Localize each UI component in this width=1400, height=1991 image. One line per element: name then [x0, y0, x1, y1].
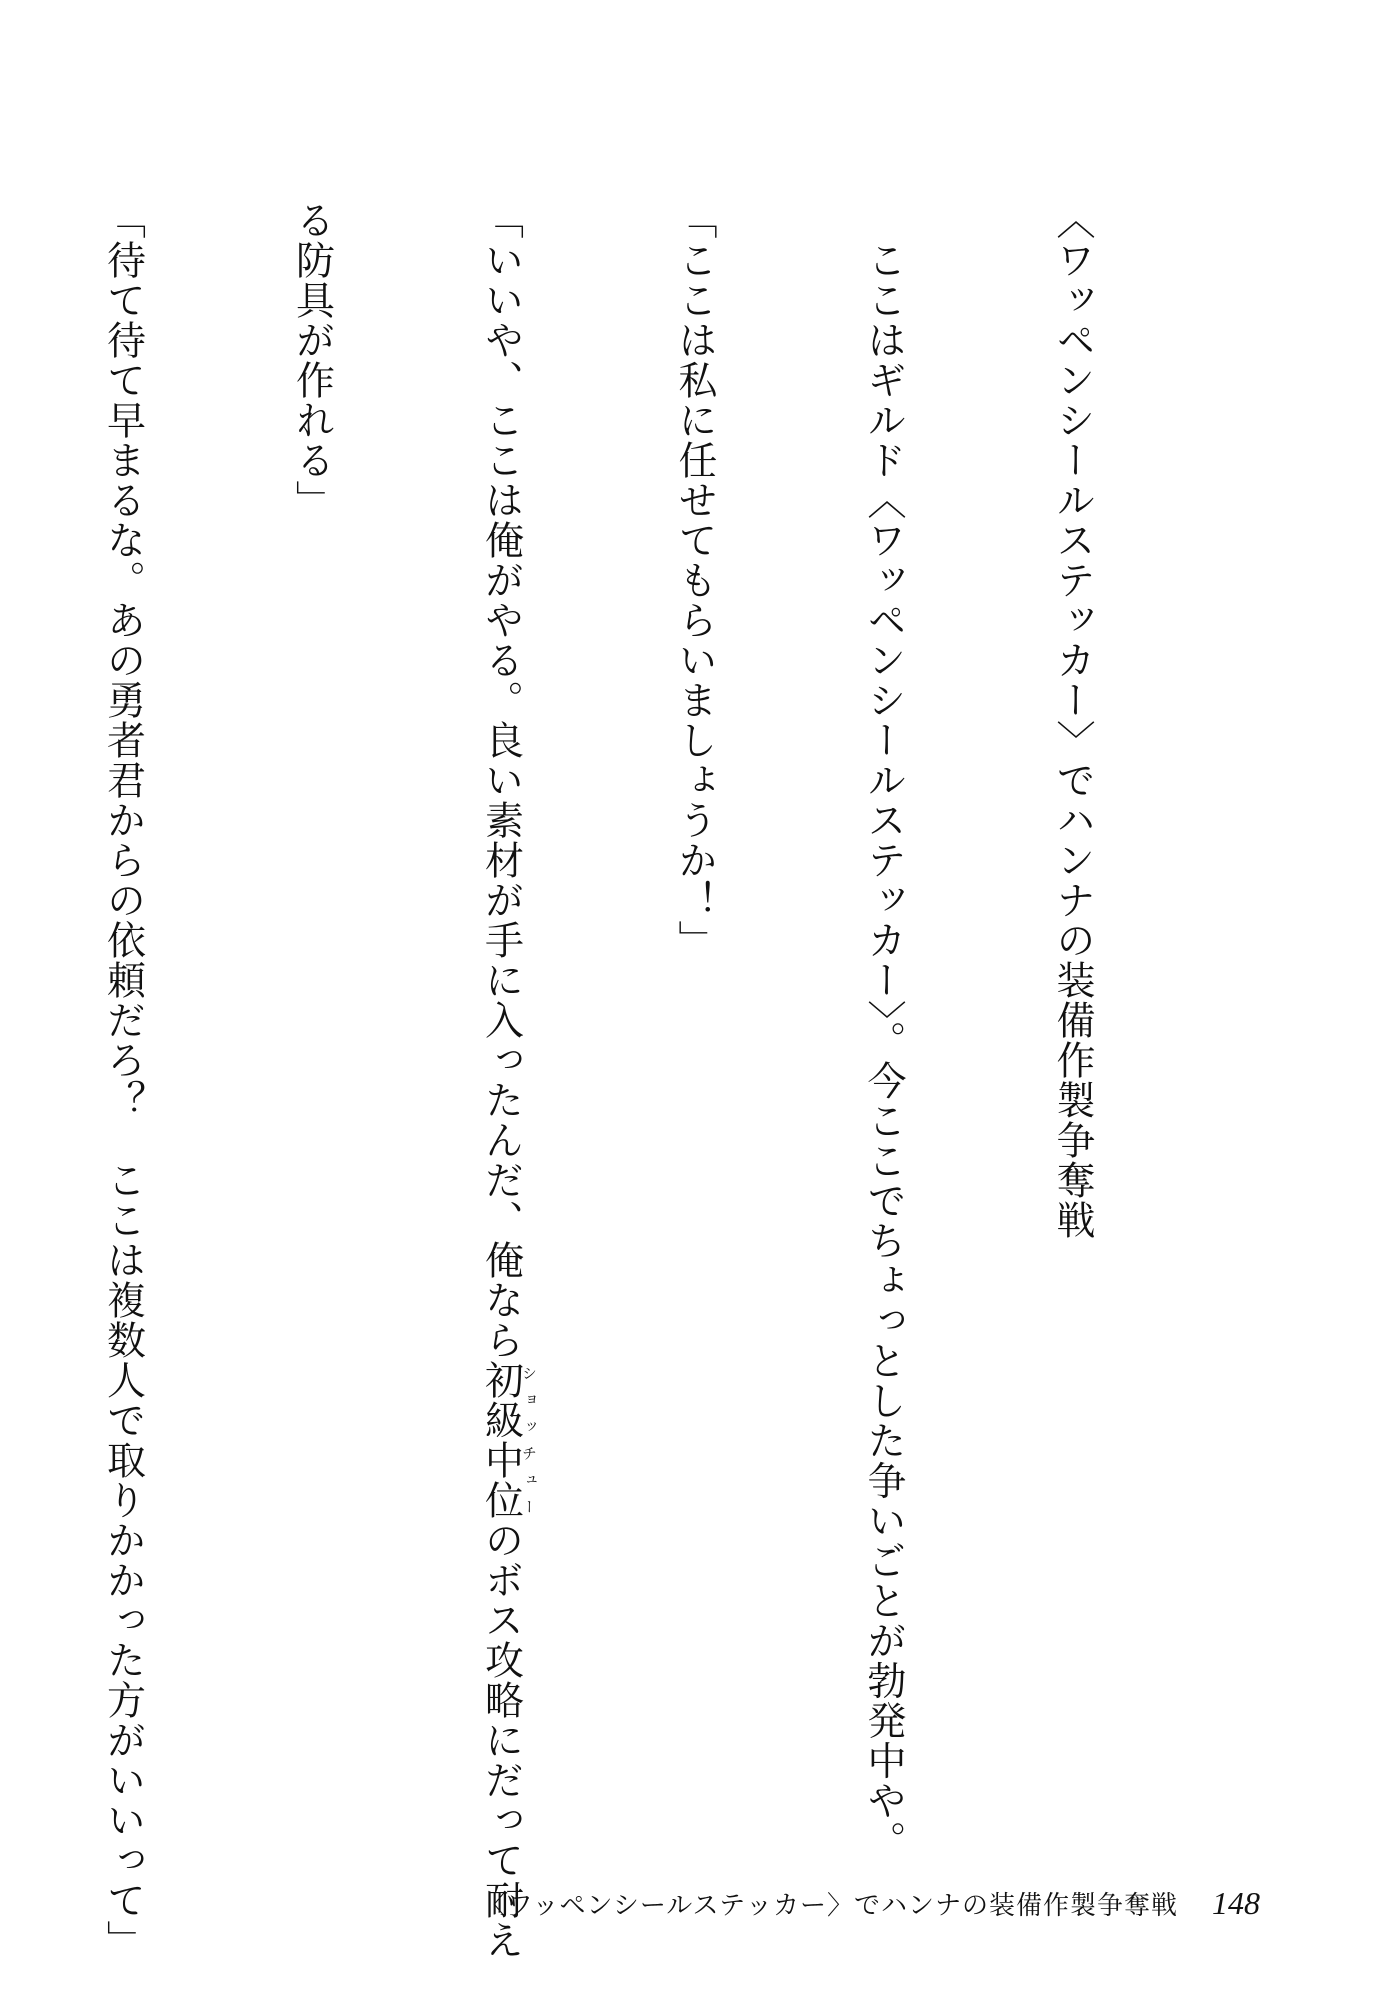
running-title: 〈ワッペンシールステッカー〉でハンナの装備作製争奪戦 [479, 1891, 1178, 1921]
section-heading: 〈ワッペンシールステッカー〉でハンナの装備作製争奪戦 [1050, 200, 1095, 1240]
ruby-term [478, 1360, 538, 1520]
ruby-reading: ショッチュー [520, 1360, 538, 1520]
text-line: 「待て待て早まるな。あの勇者君からの依頼だろ？ ここは複数人で取りかかった方がいいって」 [100, 200, 146, 1960]
vertical-text-body [0, 200, 1230, 1960]
page-footer [480, 1885, 1260, 1925]
text-line: る防具が作れる」 [289, 200, 335, 520]
text-line: ここはギルド〈ワッペンシールステッカー〉。今ここでちょっとした争いごとが勃発中や。 [861, 200, 906, 1861]
text-line: 「ここは私に任せてもらいましょうか！」 [672, 200, 717, 960]
text-line: 「いいや、ここは俺がやる。良い素材が手に入ったんだ、俺なら初級中位ショッチューのボス攻略にだって耐え [478, 200, 538, 1960]
ruby-base: 初級中位 [478, 1360, 524, 1520]
page-number: 148 [1212, 1885, 1260, 1921]
